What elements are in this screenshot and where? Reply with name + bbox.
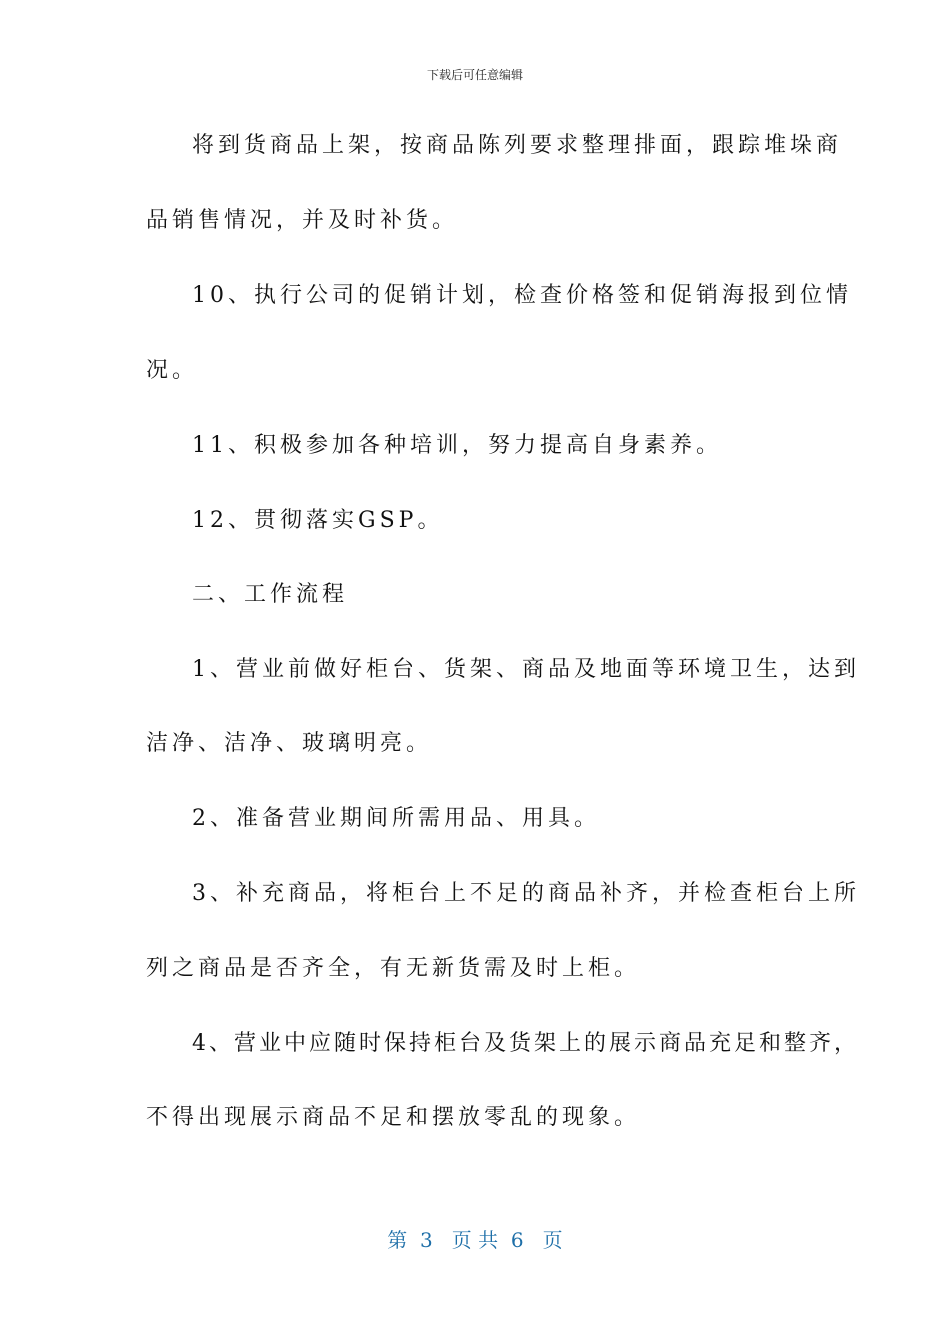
paragraph-line: 11、积极参加各种培训，努力提高自身素养。	[192, 433, 722, 458]
paragraph-line: 2、准备营业期间所需用品、用具。	[192, 806, 600, 831]
paragraph-line: 不得出现展示商品不足和摆放零乱的现象。	[146, 1105, 641, 1130]
page-number: 第 3 页 共 6 页	[387, 1228, 563, 1252]
paragraph-line: 10、执行公司的促销计划，检查价格签和促销海报到位情	[192, 283, 852, 308]
paragraph-line: 1、营业前做好柜台、货架、商品及地面等环境卫生，达到	[192, 657, 860, 682]
paragraph-line: 将到货商品上架，按商品陈列要求整理排面，跟踪堆垛商	[192, 133, 843, 158]
paragraph-line: 4、营业中应随时保持柜台及货架上的展示商品充足和整齐，	[192, 1031, 859, 1056]
header-note: 下载后可任意编辑	[426, 68, 523, 82]
paragraph-line: 况。	[146, 358, 199, 383]
paragraph-line: 品销售情况，并及时补货。	[146, 208, 459, 233]
section-heading: 二、工作流程	[192, 582, 349, 607]
paragraph-line: 3、补充商品，将柜台上不足的商品补齐，并检查柜台上所	[192, 881, 860, 906]
paragraph-line: 12、贯彻落实GSP。	[192, 508, 444, 533]
paragraph-line: 洁净、洁净、玻璃明亮。	[146, 731, 433, 756]
paragraph-line: 列之商品是否齐全，有无新货需及时上柜。	[146, 956, 641, 981]
